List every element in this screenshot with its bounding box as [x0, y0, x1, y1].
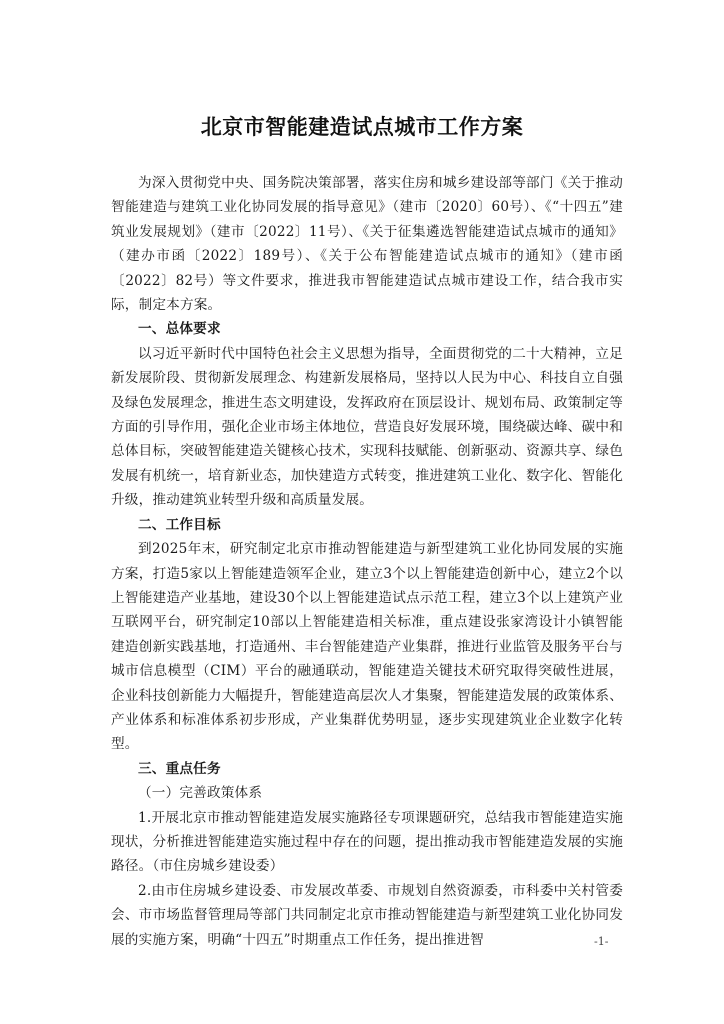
subsection-heading-policy-system: （一）完善政策体系	[138, 785, 263, 802]
document-body	[111, 171, 623, 952]
section-heading-key-tasks: 三、重点任务	[138, 760, 221, 777]
general-requirements-paragraph: 以习近平新时代中国特色社会主义思想为指导，全面贯彻党的二十大精神，立足新发展阶段、贯彻新发展理念、构建新发展格局，坚持以人民为中心、科技自立自强及绿色发展理念，推进生态文明建设，发挥政府在顶层设计、规划布局、政策制定等方面的引导作用，强化企业市场主体地位，营造良好发展环境，围绕碳达峰、碳中和总体目标，突破智能建造关键核心技术，实现科技赋能、创新驱动、资源共享、绿色发展有机统一，培育新业态，加快建造方式转变，推进建筑工业化、数字化、智能化升级，推动建筑业转型升级和高质量发展。	[111, 345, 623, 509]
intro-paragraph: 为深入贯彻党中央、国务院决策部署，落实住房和城乡建设部等部门《关于推动智能建造与建筑工业化协同发展的指导意见》（建市〔2020〕60号）、《“十四五”建筑业发展规划》（建市〔2022〕11号）、《关于征集遴选智能建造试点城市的通知》（建办市函〔2022〕189号）、《关于公布智能建造试点城市的通知》（建市函〔2022〕82号）等文件要求，推进我市智能建造试点城市建设工作，结合我市实际，制定本方案。	[111, 175, 623, 314]
section-heading-work-goals: 二、工作目标	[138, 516, 221, 533]
task-item-1: 1.开展北京市推动智能建造发展实施路径专项课题研究，总结我市智能建造实施现状，分析推进智能建造实施过程中存在的问题，提出推动我市智能建造发展的实施路径。（市住房城乡建设委）	[111, 809, 623, 875]
task-item-2: 2.由市住房城乡建设委、市发展改革委、市规划自然资源委，市科委中关村管委会、市市场监督管理局等部门共同制定北京市推动智能建造与新型建筑工业化协同发展的实施方案，明确“十四五”时期重点工作任务，提出推进智	[111, 882, 623, 948]
page-number: -1-	[594, 935, 609, 948]
work-goals-paragraph: 到2025年末，研究制定北京市推动智能建造与新型建筑工业化协同发展的实施方案，打造5家以上智能建造领军企业，建立3个以上智能建造创新中心，建立2个以上智能建造产业基地，建设30个以上智能建造试点示范工程，建立3个以上建筑产业互联网平台，研究制定10部以上智能建造相关标准，重点建设张家湾设计小镇智能建造创新实践基地，打造通州、丰台智能建造产业集群，推进行业监管及服务平台与城市信息模型（CIM）平台的融通联动，智能建造关键技术研究取得突破性进展，企业科技创新能力大幅提升，智能建造高层次人才集聚，智能建造发展的政策体系、产业体系和标准体系初步形成，产业集群优势明显，逐步实现建筑业企业数字化转型。	[111, 541, 623, 753]
document-title: 北京市智能建造试点城市工作方案	[200, 115, 524, 139]
section-heading-general-requirements: 一、总体要求	[138, 321, 221, 338]
